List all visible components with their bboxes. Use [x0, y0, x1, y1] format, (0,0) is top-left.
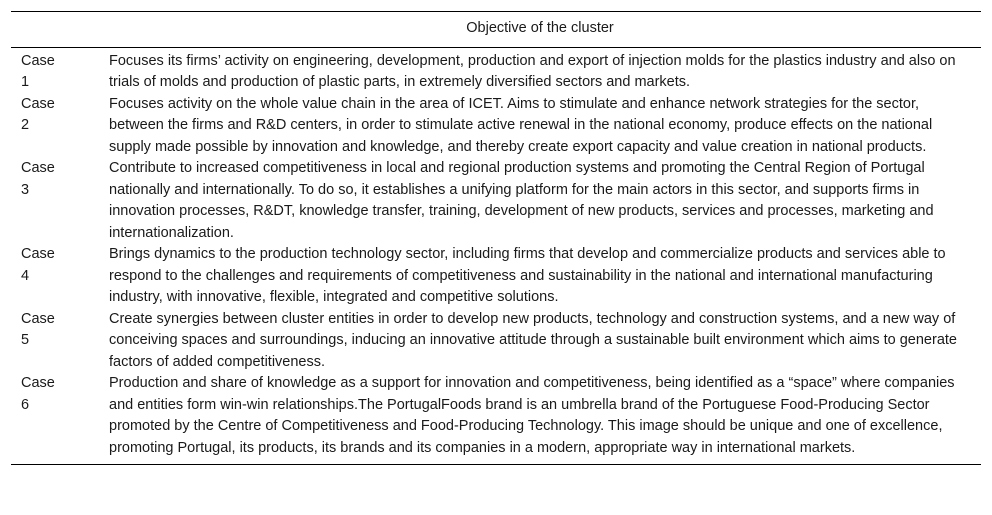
case-number: 3 [21, 181, 30, 198]
case-number: 1 [21, 74, 30, 90]
case-number: 4 [21, 267, 30, 284]
case-number: 2 [21, 117, 30, 133]
table-row [11, 309, 981, 374]
table-row [11, 47, 981, 94]
case-word: Case [21, 95, 55, 112]
table-row [11, 158, 981, 244]
table-row [11, 373, 981, 465]
objective-text: Focuses activity on the whole value chain in the area of ICET. Aims to stimulate and enhance network strategies for the sector, between the firms and R&D centers, in order to stimulate active renewal in the national economy, produce effects on the national supply made possible by innovation and knowledge, and thereby create export capacity and value creation in national products. [109, 95, 933, 155]
case-number: 6 [21, 396, 30, 413]
case-label-cell [11, 309, 99, 374]
case-word: Case [21, 160, 55, 176]
case-word: Case [21, 52, 55, 69]
table-row [11, 244, 981, 309]
objective-text: Create synergies between cluster entities in order to develop new products, technology and construction systems, and a new way of conceiving spaces and surroundings, inducing an innovative attitude through a sustainable built environment which aims to generate factors of added competitiveness. [109, 310, 957, 370]
case-label-cell [11, 373, 99, 465]
table-body [11, 47, 981, 465]
case-label-cell [11, 244, 99, 309]
header-objective-column: Objective of the cluster [99, 12, 981, 48]
cluster-objectives-table [11, 11, 981, 465]
table-header [11, 12, 981, 48]
case-label-cell [11, 158, 99, 244]
objective-text: Contribute to increased competitiveness in local and regional production systems and promoting the Central Region of Portugal nationally and internationally. To do so, it establishes a unifying platform for the main actors in this sector, and supports firms in innovation processes, R&DT, knowledge transfer, training, development of new products, services and processes, marketing and internationalization. [109, 160, 934, 241]
objective-text: Focuses its firms’ activity on engineering, development, production and export of injection molds for the plastics industry and also on trials of molds and production of plastic parts, in extremely diversified sectors and markets. [109, 52, 956, 90]
header-row [11, 12, 981, 48]
objective-text: Brings dynamics to the production technology sector, including firms that develop and commercialize products and services able to respond to the challenges and requirements of competitiveness and sustainability in the national and international manufacturing industry, with innovative, flexible, integrated and competitive solutions. [109, 246, 946, 305]
case-word: Case [21, 310, 55, 327]
objective-text: Production and share of knowledge as a support for innovation and competitiveness, being identified as a “space” where companies and entities form win-win relationships.The PortugalFoods brand is an umbrella brand of the Portuguese Food-Producing Sector promoted by the Centre of Competitiveness and Food-Producing Technology. This image should be unique and one of excellence, promoting Portugal, its products, its brands and its companies in a modern, appropriate way in international markets. [99, 373, 981, 465]
header-case-column [11, 12, 99, 48]
case-label-cell [11, 47, 99, 94]
case-word: Case [21, 246, 55, 262]
cluster-objectives-table-wrapper [11, 11, 981, 465]
table-row [11, 94, 981, 159]
case-label-cell [11, 94, 99, 159]
case-number: 5 [21, 332, 30, 348]
case-word: Case [21, 375, 55, 391]
